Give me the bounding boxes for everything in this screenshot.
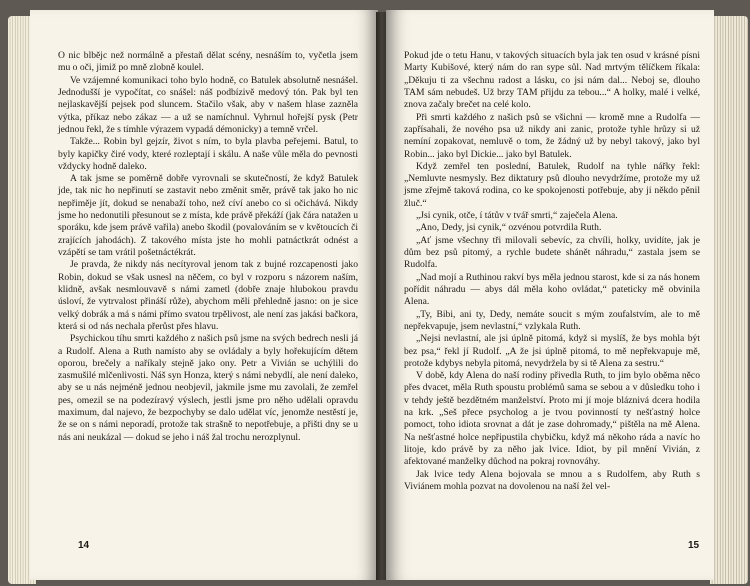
page-number: 14 xyxy=(78,540,90,551)
paragraph: Je pravda, že nikdy nás necítyroval jenom tak z bujné rozcapenosti jako Robin, dokud se však usnesl na něčem, co byl v rozporu s názorem naším, klidně, avšak nesmlouvavě s námi zametl (dobře znaje hlubokou pravdu úsloví, že vytrvalost přináší růže), abychom měli přehledně jasno: on je sice velký dobrák a má s námi přímo svatou trpělivost, ale není zas jakási bačkora, která si od nás nechala přerůst přes hlavu. xyxy=(58,259,358,332)
right-page-edges xyxy=(710,16,748,584)
paragraph: Při smrti každého z našich psů se všichni — kromě mne a Rudolfa — zapřísahali, že nového psa už nikdy ani zanic, protože tyhle hrůzy si už nemíní zopakovat, nemluvě o tom, že žádný už by nebyl takový, jako byl Robin... jako byl Dickie... jako byl Batulek. xyxy=(404,111,700,160)
paragraph: Pokud jde o tetu Hanu, v takových situacích byla jak ten osud v krásné písni Marty Kubišové, který nám do ran sype sůl. Nad mrtvým tělíčkem říkala: „Děkuju ti za všechnu radost a lásku, co jsi nám dal... Neboj se, dlouho TAM sám nebudeš. Už brzy TAM přijdu za tebou...“ A holky, malé i velké, znova začaly brečet na celé kolo. xyxy=(404,50,700,111)
paragraph: Ve vzájemné komunikaci toho bylo hodně, co Batulek absolutně nesnášel. Jednodušší je vypočítat, co snášel: náš podbízivě medový tón. Pak byl ten nejlaskavější pejsek pod sluncem. Stačilo však, aby v našem hlase zazněla výtka, příkaz nebo zákaz — a už se namíchnul. Vyhrnul hořejší pysk (Petr jednou řekl, že s tímhle výrazem vypadá démonicky) a temně vrčel. xyxy=(58,74,358,135)
paragraph: O nic blbějc než normálně a přestaň dělat scény, nesnáším to, vyčetla jsem mu o oči, jimiž po mně zlobně koulel. xyxy=(58,50,358,74)
paragraph: „Nejsi nevlastní, ale jsi úplně pitomá, když si myslíš, že bys mohla být bez psa,“ řekl jí Rudolf. „A že jsi úplně pitomá, to mě nepřekvapuje mě, protože kdybys nebyla pitomá, nevydržela by si tě Alena za sestru.“ xyxy=(404,333,700,369)
page-number: 15 xyxy=(688,540,700,551)
paragraph: „Ano, Dedy, jsi cynik,“ ozvénou potvrdila Ruth. xyxy=(416,222,602,234)
paragraph: Takže... Robin byl gejzír, život s ním, to byla plavba peřejemi. Batul, to byly kapičky čiré vody, které rozleptají i skálu. A naše vůle měla do pevnosti vždycky hodně daleko. xyxy=(58,136,358,172)
left-page-text xyxy=(58,50,358,444)
left-page xyxy=(30,10,378,580)
right-page-text xyxy=(404,50,700,493)
right-page xyxy=(386,10,714,580)
book-spread xyxy=(4,6,748,582)
paragraph: Když zemřel ten poslední, Batulek, Rudolf na tyhle nářky řekl: „Nemluvte nesmysly. Bez diktatury psů dlouho nevydržíme, protože my už jsme zřejmě taková rodina, co ke spokojenosti potřebuje, aby ji někdo pěnil žluč.“ xyxy=(404,160,700,209)
paragraph: Jak lvice tedy Alena bojovala se mnou a s Rudolfem, aby Ruth s Viviánem mohla pozvat na dovolenou na naší žel vel- xyxy=(404,468,700,492)
paragraph: „Ty, Bibi, ani ty, Dedy, nemáte soucit s mým zoufalstvím, ale to mě nepřekvapuje, jsem nevlastní,“ vzlykala Ruth. xyxy=(404,308,700,332)
paragraph: A tak jsme se poměrně dobře vyrovnali se skutečností, že když Batulek jde, tak nic ho nepřinutí se zastavit nebo změnit směr, právě tak jako ho nic nepřiměje jít, dokud se nenabaží toho, než cíví anebo co si očichává. Nikdy jsme ho nedonutili přesunout se z místa, kde právě překáží (jak čára natažen u sporáku, kde jsem právě vařila) anebo škodil (povalováním se v květoucích či zrajících jahodách). Z takového místa jste ho mohli patnáctkrát odnést a vzápětí se tam vrátil pošetnáctékrát. xyxy=(58,173,358,258)
paragraph: „Ať jsme všechny tři milovali sebevíc, za chvíli, holky, uvidíte, jak je dům bez psů pitomý, a rychle budete shánět náhradu,“ zastala jsem se Rudolfa. xyxy=(404,234,700,271)
paragraph: „Nad mojí a Ruthinou rakví bys měla jednou starost, kde si za nás honem pořídit náhradu — abys dál měla koho ovládat,“ pateticky mě obvinila Alena. xyxy=(404,271,700,308)
paragraph: „Jsi cynik, otče, í tátův v tvář smrti,“ zaječela Alena. xyxy=(416,210,618,222)
paragraph: V době, kdy Alena do naší rodiny přivedla Ruth, to jim bylo oběma něco přes dvacet, měla Ruth spoustu problémů sama se sebou a v důsledku toho i v tehdy ještě bezdětném manželství. Proto mi jí moje bláznivá dcera hodila na krk. „Seš přece psycholog a je tvou povinností ty nešťastný holce pomoct, toho idiota srovnat a dát je zase dohromady,“ pištěla na mě Alena. Na nešťastné holce nepřipustila chybičku, když má někoho ráda a navíc ho litoje, kdo právě by za něho jak lvice. Idiot, by pil mnění Vivián, z afektované manželky důchod na pokraj rovnováhy. xyxy=(404,370,700,468)
paragraph: Psychickou tíhu smrti každého z našich psů jsme na svých bedrech nesli já a Rudolf. Alena a Ruth namísto aby se ovládaly a byly hořekujícím dětem oporou, brečely a naříkaly stejně jako ony. Petr a Vivián se uchýlili do zasmušilé mlčenlivosti. Náš syn Honza, který s námi nebydlí, ale není daleko, aby se u nás nejméně jednou neobjevil, jakmile jsme mu zavolali, že zemřel pes, omezil se na podezíravý výslech, jestli jsme pro něho udělali opravdu maximum, dal najevo, že bezpochyby se dalo udělat víc, jenomže nestěstí je, že se on s námi neporadí, protože tak strašně to nepotřebuje, a přišti dny se u nás ani neukázal — dokud se jeho i náš žal trochu nerozplynul. xyxy=(58,333,358,443)
